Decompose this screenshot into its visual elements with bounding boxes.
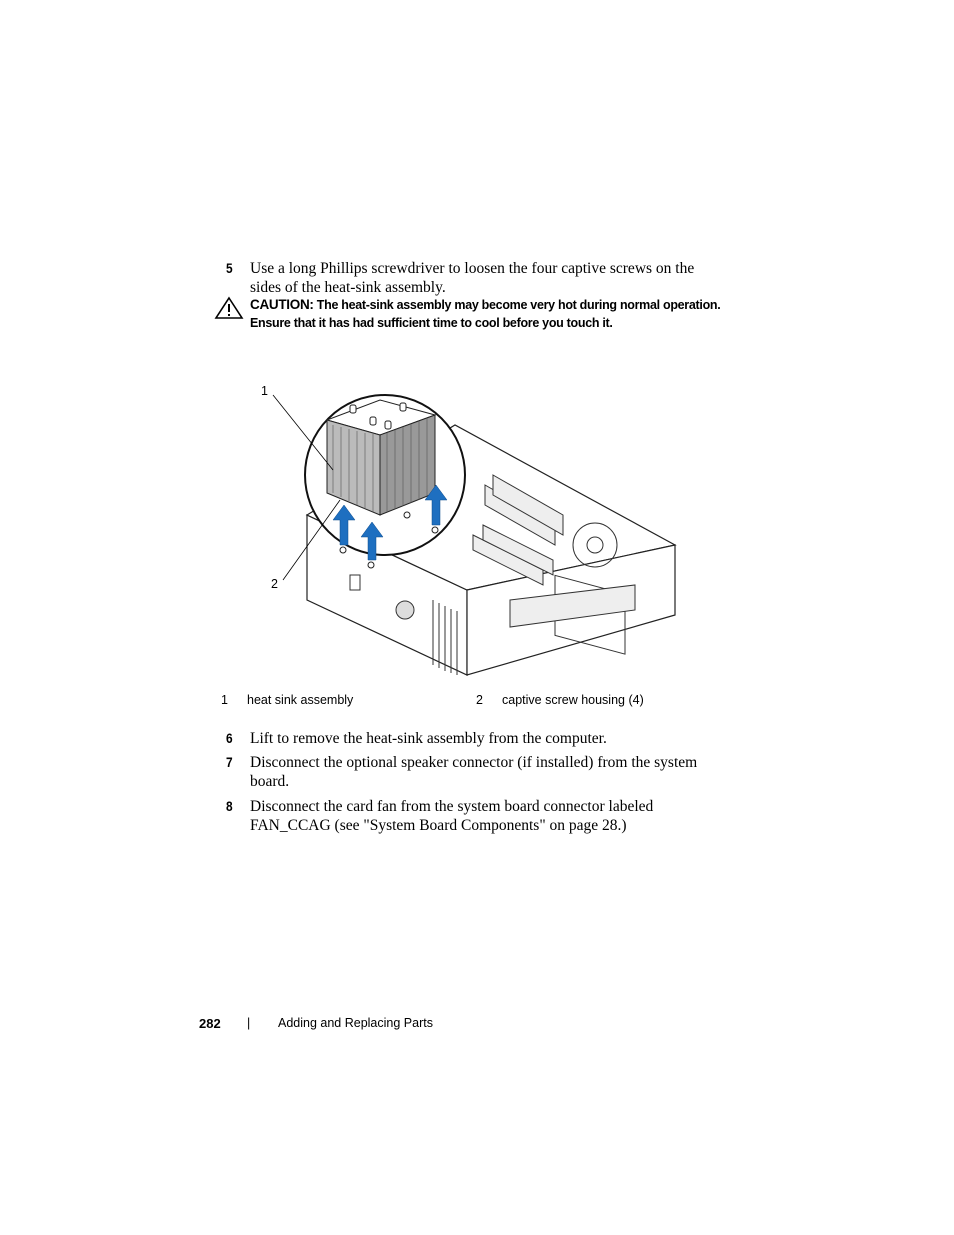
step-number: 6 (226, 730, 233, 746)
computer-illustration (255, 365, 695, 685)
callout-2: 2 (271, 577, 278, 591)
caution-text (250, 296, 734, 332)
step-5 (226, 260, 726, 297)
step-text: Use a long Phillips screwdriver to loosen the four captive screws on the sides of the heat-sink assembly. (250, 260, 695, 296)
step-7 (226, 754, 726, 791)
step-6 (226, 730, 726, 749)
caution-label: CAUTION: (250, 297, 314, 312)
legend-label: heat sink assembly (247, 693, 354, 707)
section-title: Adding and Replacing Parts (278, 1016, 433, 1030)
page-number: 282 (199, 1016, 221, 1031)
legend-number: 2 (476, 693, 483, 707)
legend-label: captive screw housing (4) (502, 693, 644, 707)
step-8 (226, 798, 726, 835)
caution-notice (214, 296, 734, 332)
step-number: 5 (226, 260, 233, 276)
callout-1: 1 (261, 384, 268, 398)
step-number: 8 (226, 798, 233, 814)
step-text: Lift to remove the heat-sink assembly from the computer. (250, 730, 607, 747)
step-number: 7 (226, 754, 233, 770)
step-text: Disconnect the card fan from the system board connector labeled FAN_CCAG (see "System Board Components" on page 28.) (250, 798, 654, 834)
legend-number: 1 (221, 693, 228, 707)
footer-separator: | (247, 1016, 251, 1030)
step-text: Disconnect the optional speaker connector (if installed) from the system board. (250, 754, 698, 790)
caution-body: The heat-sink assembly may become very hot during normal operation. Ensure that it has had sufficient time to cool before you touch it. (250, 298, 721, 330)
warning-triangle-icon (214, 296, 244, 320)
heat-sink-removal-figure (255, 365, 695, 685)
